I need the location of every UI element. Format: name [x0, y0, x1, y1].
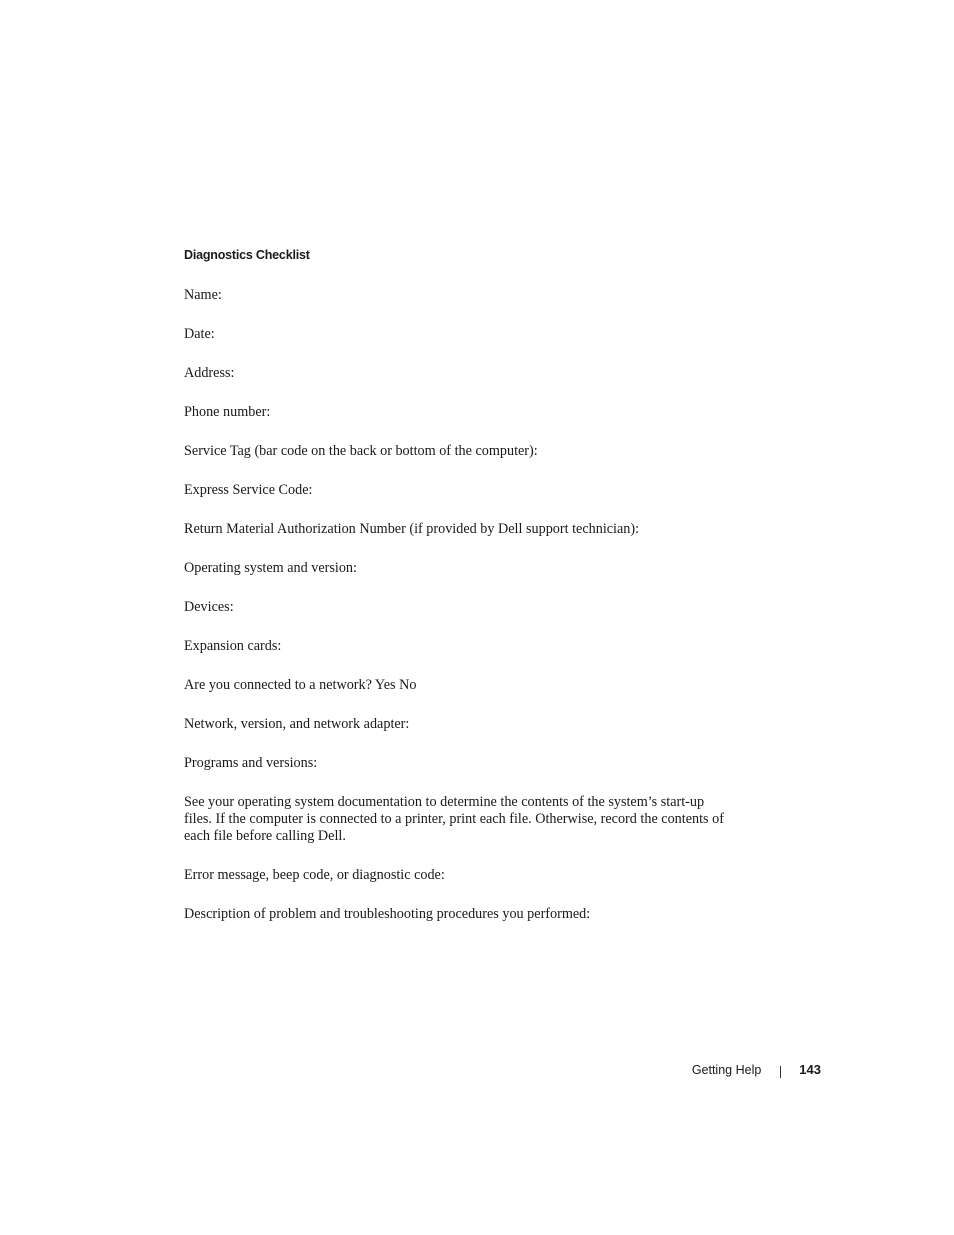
field-address: Address:: [184, 365, 235, 381]
field-name: Name:: [184, 287, 222, 303]
field-operating-system: Operating system and version:: [184, 560, 357, 576]
field-problem-description: Description of problem and troubleshooting procedures you performed:: [184, 906, 591, 922]
field-rma-number: Return Material Authorization Number (if provided by Dell support technician):: [184, 521, 640, 537]
field-expansion-cards: Expansion cards:: [184, 638, 282, 654]
field-date: Date:: [184, 326, 215, 342]
page-footer: [692, 1062, 821, 1077]
page-number: 143: [799, 1062, 821, 1077]
field-express-service-code: Express Service Code:: [184, 482, 313, 498]
section-heading: Diagnostics Checklist: [184, 248, 310, 262]
field-service-tag: Service Tag (bar code on the back or bottom of the computer):: [184, 443, 538, 459]
field-phone-number: Phone number:: [184, 404, 271, 420]
footer-section-title: Getting Help: [691, 1062, 762, 1077]
startup-files-note: See your operating system documentation to determine the contents of the system’s start-up files. If the computer is connected to a printer, print each file. Otherwise, record the contents of each file before calling Dell.: [184, 794, 724, 844]
footer-divider: [780, 1066, 781, 1078]
field-programs-versions: Programs and versions:: [184, 755, 318, 771]
field-error-message: Error message, beep code, or diagnostic code:: [184, 867, 445, 883]
field-network-question: Are you connected to a network? Yes No: [184, 677, 417, 693]
field-devices: Devices:: [184, 599, 234, 615]
field-network-info: Network, version, and network adapter:: [184, 716, 410, 732]
